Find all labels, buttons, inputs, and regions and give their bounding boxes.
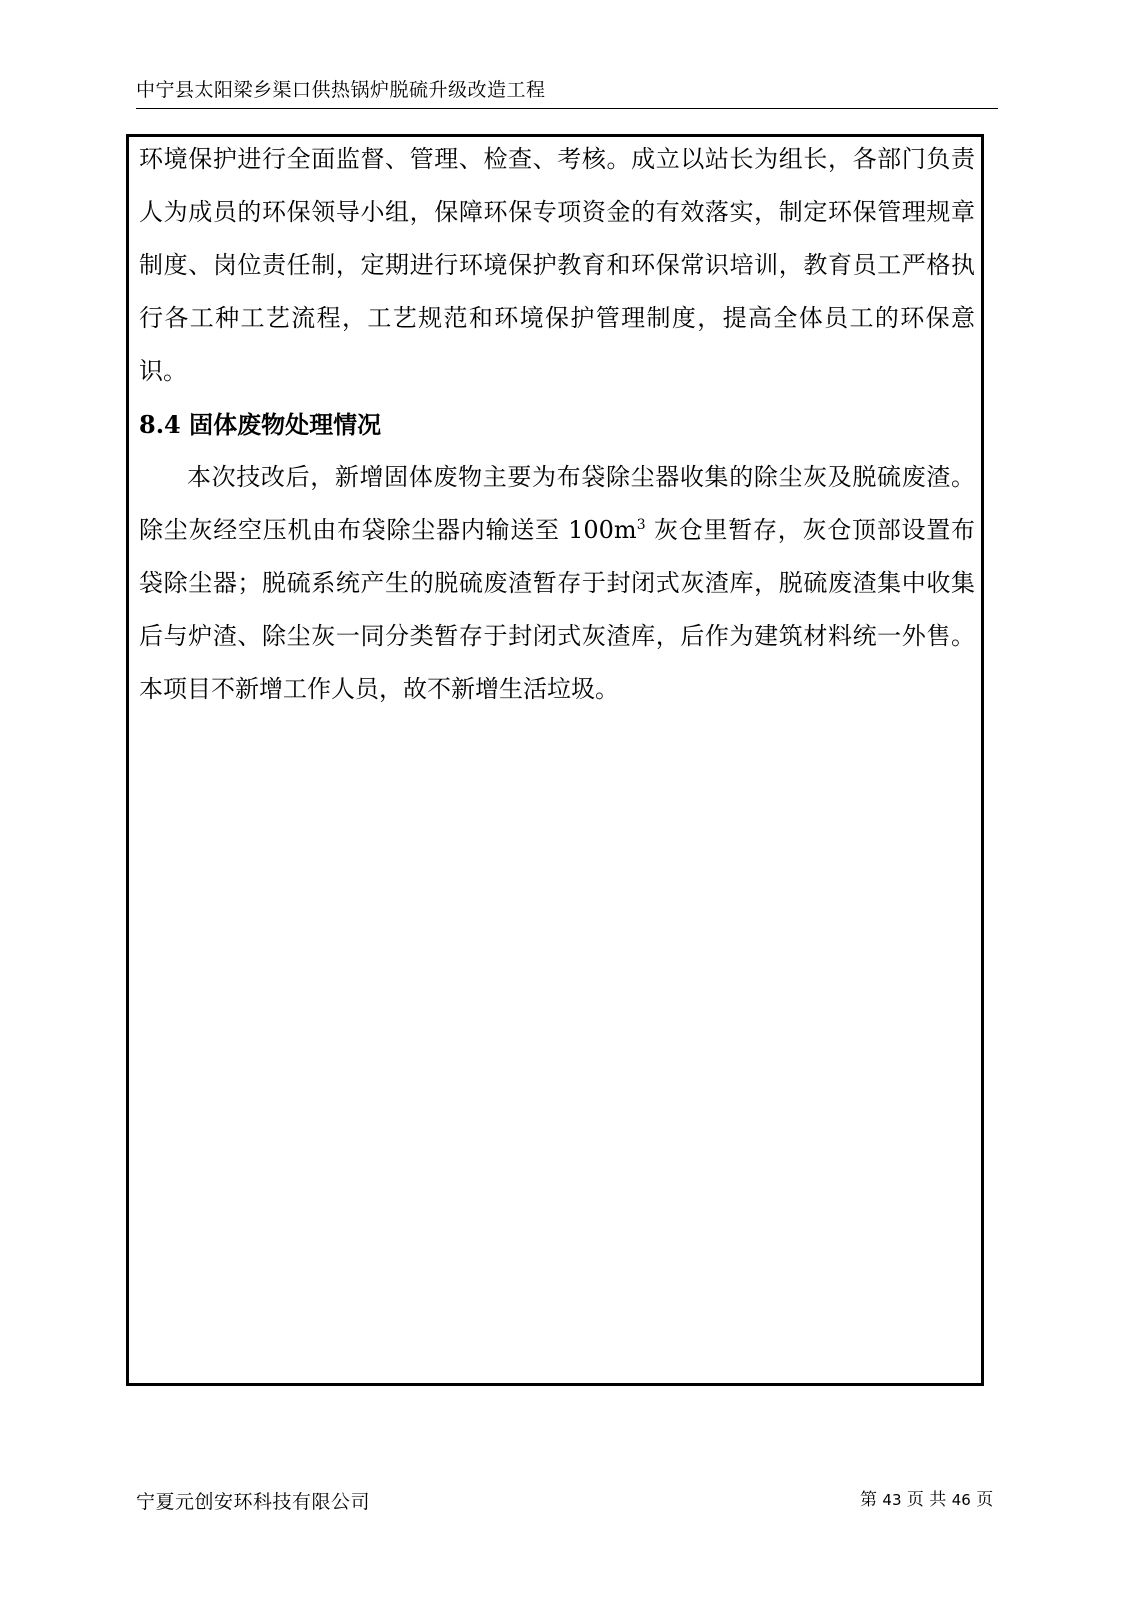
section-heading: 8.4 固体废物处理情况 (139, 410, 382, 439)
document-header-title: 中宁县太阳梁乡渠口供热锅炉脱硫升级改造工程 (136, 79, 546, 101)
page-prefix: 第 (860, 1490, 883, 1510)
paragraph-text-part-2: 灰仓里暂存，灰仓顶部设置布袋除尘器；脱硫系统产生的脱硫废渣暂存于封闭式灰渣库，脱硫废渣集中收集后与炉渣、除尘灰一同分类暂存于封闭式灰渣库，后作为建筑材料统一外售。本项目不新增工作人员，故不新增生活垃圾。 (139, 516, 975, 703)
paragraph-text-part-1: 本次技改后，新增固体废物主要为布袋除尘器收集的除尘灰及脱硫废渣。除尘灰经空压机由布袋除尘器内输送至 100m (139, 463, 975, 544)
body-paragraph-solid-waste (139, 451, 975, 716)
page-current: 43 (882, 1491, 902, 1509)
page-middle: 页 共 (901, 1490, 952, 1510)
page-total: 46 (951, 1491, 971, 1509)
header-divider (136, 108, 998, 109)
footer-page-number (860, 1488, 993, 1512)
page-content (139, 133, 975, 716)
footer-company: 宁夏元创安环科技有限公司 (136, 1491, 371, 1513)
body-paragraph: 环境保护进行全面监督、管理、检查、考核。成立以站长为组长，各部门负责人为成员的环保领导小组，保障环保专项资金的有效落实，制定环保管理规章制度、岗位责任制，定期进行环境保护教育和环保常识培训，教育员工严格执行各工种工艺流程，工艺规范和环境保护管理制度，提高全体员工的环保意识。 (139, 145, 975, 385)
page-suffix: 页 (970, 1490, 994, 1510)
unit-superscript: 3 (636, 517, 646, 533)
